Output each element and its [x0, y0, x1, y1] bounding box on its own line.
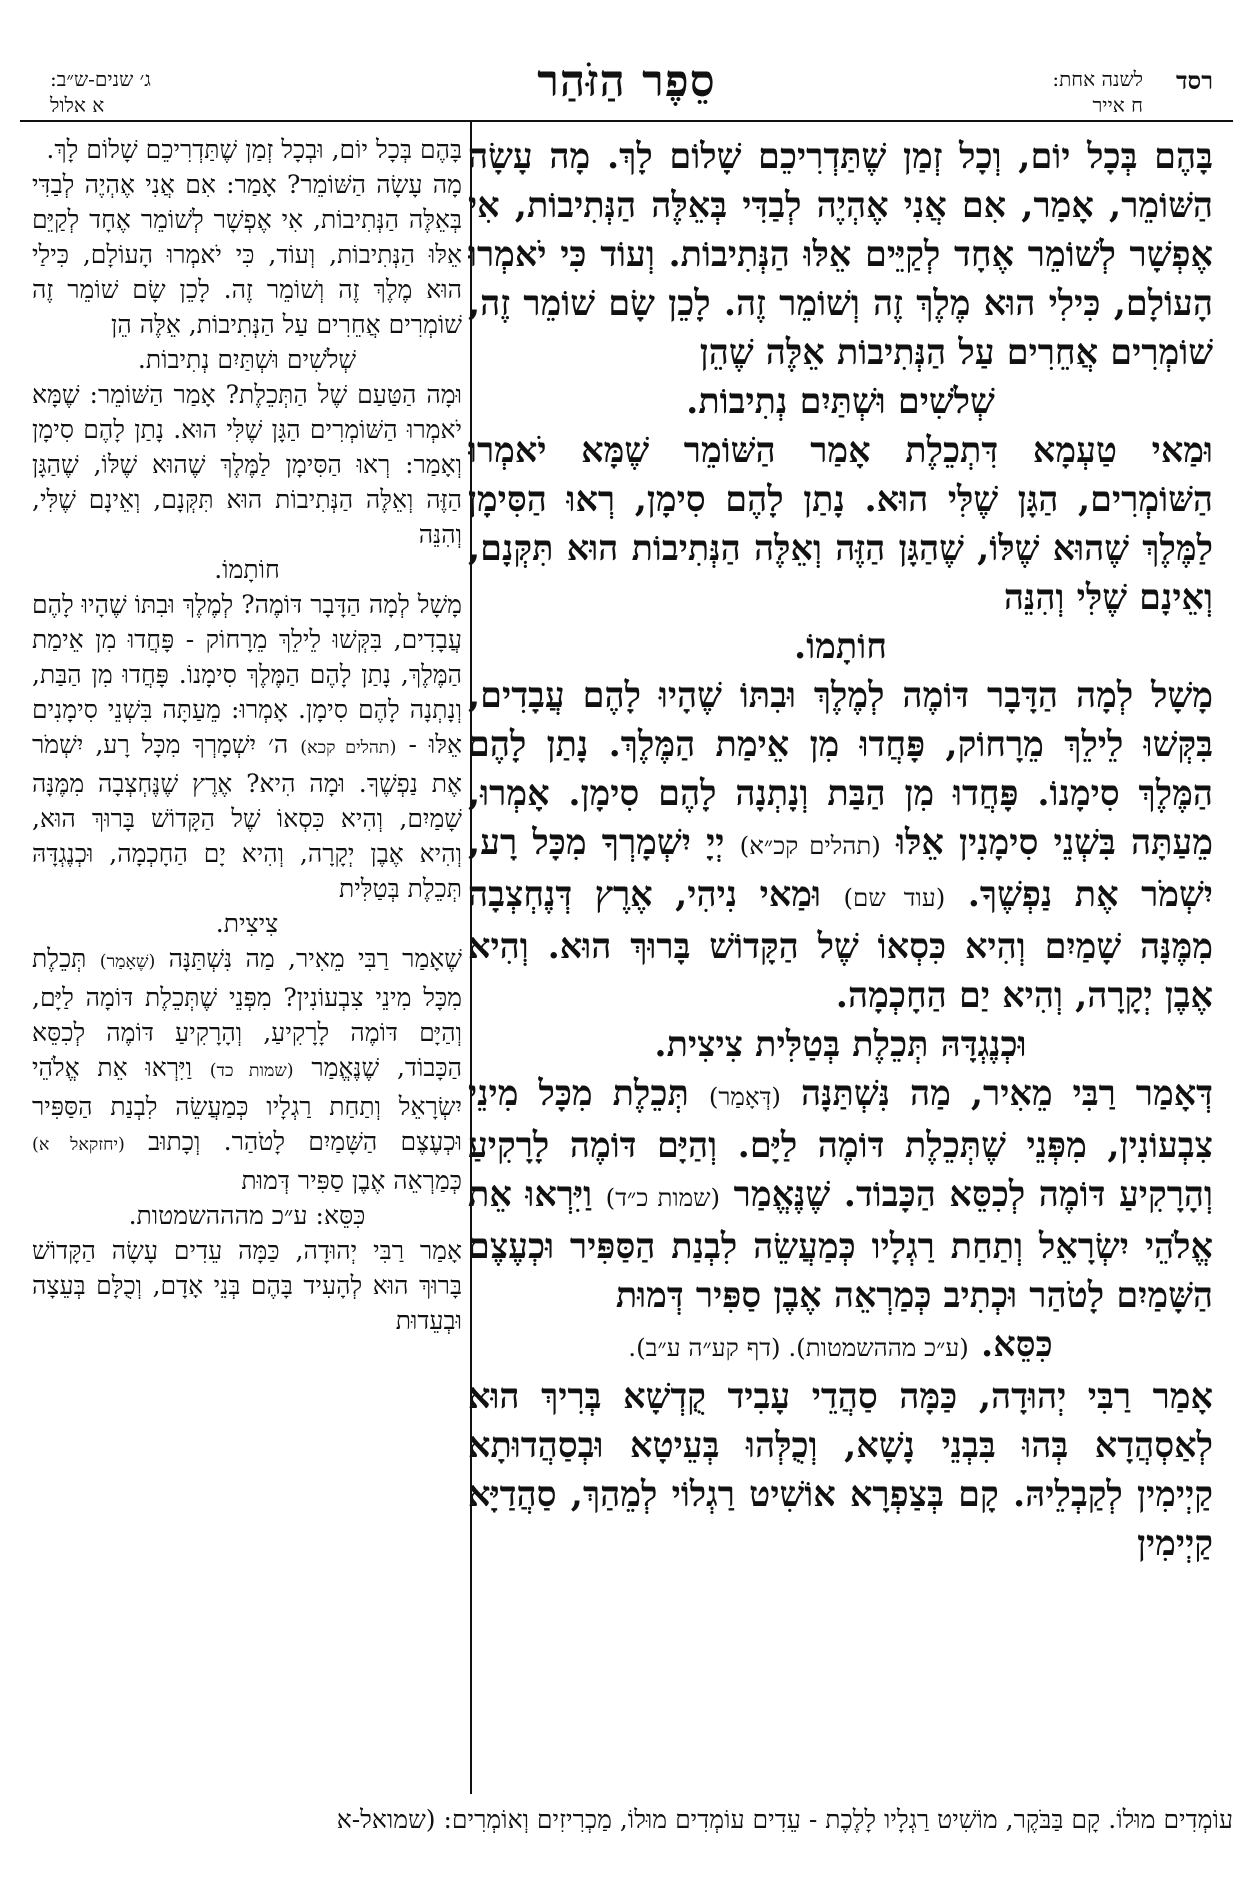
main-paragraph-5: אָמַר רַבִּי יְהוּדָה, כַּמָּה סַהֲדֵי עָבִיד קֻדְשָׁא בְּרִיךְ הוּא לְאַסְהֲדָא בְּהוּ בִּבְנֵי נָשָׁא, וְכֻלְּהוּ בְּעֵיטָא וּבְסַהֲדוּתָא קַיְימִין לְקַבְלֵיהּ. קָם בְּצַפְרָא אוֹשִׁיט רַגְלוֹי לְמֵהַךְ, סַהֲדַיָּא קַיְימִין [468, 1376, 1213, 1564]
source-ref: (יחזקאל א) [32, 1135, 125, 1155]
side-paragraph-1: בָּהֶם בְּכָל יוֹם, וּבְכָל זְמַן שֶׁתַּדְרִיכֵם שָׁלוֹם לָךְ. [46, 135, 462, 164]
header-schedule-right-line2: ח אייר [1092, 93, 1143, 117]
side-paragraph-3: וּמָה הַטַּעַם שֶׁל הַתְּכֵלֶת? אָמַר הַשּׁוֹמֵר: שֶׁמָּא יֹאמְרוּ הַשּׁוֹמְרִים הַגָּן שֶׁלִּי הוּא. נָתַן לָהֶם סִימָן וְאָמַר: רְאוּ הַסִּימָן לַמֶּלֶךְ שֶׁהוּא שֶׁלּוֹ, שֶׁהַגָּן הַזֶּה וְאֵלֶּה הַנְּתִיבוֹת הוּא תִּקְּנָם, וְאֵינָם שֶׁלִּי, וְהִנֵּה [32, 380, 462, 549]
side-paragraph-2-end: שְׁלֹשִׁים וּשְׁתַּיִם נְתִיבוֹת. [137, 345, 357, 374]
source-ref: (עוד שם) [843, 883, 946, 912]
source-note: (ע״כ מההשמטות). (דף קע״ה ע״ב). [628, 1333, 969, 1362]
side-paragraph-6: אָמַר רַבִּי יְהוּדָה, כַּמָּה עֵדִים עָשָׂה הַקָּדוֹשׁ בָּרוּךְ הוּא לְהָעִיד בָּהֶם בְּנֵי אָדָם, וְכֻלָּם בְּעֵצָה וּבְעֵדוּת [32, 1236, 462, 1335]
main-paragraph-3: מָשָׁל לְמָה הַדָּבָר דּוֹמֶה לְמֶלֶךְ וּבִתּוֹ שֶׁהָיוּ לָהֶם עֲבָדִים, בִּקְּשׁוּ לֵילֵךְ מֵרָחוֹק, פָּחֲדוּ מִן אֵימַת הַמֶּלֶךְ. נָתַן לָהֶם הַמֶּלֶךְ סִימָנוֹ. פָּחֲדוּ מִן הַבַּת וְנָתְנָה לָהֶם סִימָן. אָמְרוּ, מֵעַתָּה בִּשְׁנֵי סִימָנִין אֵלּוּ (תהלים קכ״א) יְיָ יִשְׁמָרְךָ מִכָּל רָע, יִשְׁמֹר אֶת נַפְשֶׁךָ. (עוד שם) וּמַאי נִיהִי, אֶרֶץ דְּנֶחְצְבָה מִמֶּנָּה שָׁמַיִם וְהִיא כִּסְאוֹ שֶׁל הַקָּדוֹשׁ בָּרוּךְ הוּא. וְהִיא אֶבֶן יְקָרָה, וְהִיא יַם הַחָכְמָה. [468, 675, 1213, 1016]
main-paragraph-2: וּמַאי טַעְמָא דִּתְכֵלֶת אָמַר הַשּׁוֹמֵר שֶׁמָּא יֹאמְרוּ הַשּׁוֹמְרִים, הַגָּן שֶׁלִּי הוּא. נָתַן לָהֶם סִימָן, רְאוּ הַסִּימָן לַמֶּלֶךְ שֶׁהוּא שֶׁלּוֹ, שֶׁהַגָּן הַזֶּה וְאֵלֶּה הַנְּתִיבוֹת הוּא תִּקְּנָם, וְאֵינָם שֶׁלִּי וְהִנֵּה [468, 430, 1213, 618]
source-ref: (שמות כד) [209, 1061, 294, 1081]
side-paragraph-5-end: כִּסֵּא: ע״כ מהההשמטות. [128, 1201, 366, 1230]
main-paragraph-4-end: כִּסֵּא. (ע״כ מההשמטות). (דף קע״ה ע״ב). [628, 1324, 1053, 1365]
source-ref: (שמות כ״ד) [605, 1183, 721, 1212]
main-paragraph-4: דְּאָמַר רַבִּי מֵאִיר, מַה נִּשְׁתַּנָּה (דְּאָמַר) תְּכֵלֶת מִכָּל מִינֵי צִבְעוֹנִין, מִפְּנֵי שֶׁתְּכֵלֶת דּוֹמֶה לַיָּם. וְהַיָּם דּוֹמֶה לָרָקִיעַ וְהָרָקִיעַ דּוֹמֶה לְכִסֵּא הַכָּבוֹד. שֶׁנֶּאֱמַר (שמות כ״ד) וַיִּרְאוּ אֵת אֱלֹהֵי יִשְׂרָאֵל וְתַחַת רַגְלָיו כְּמַעֲשֵׂה לִבְנַת הַסַּפִּיר וּכְעֶצֶם הַשָּׁמַיִם לָטֹהַר וּכְתִיב כְּמַרְאֵה אֶבֶן סַפִּיר דְּמוּת [468, 1073, 1213, 1316]
footer-continuation: עוֹמְדִים מוּלוֹ. קָם בַּבֹּקֶר, מוֹשִׁיט רַגְלָיו לָלֶכֶת - עֵדִים עוֹמְדִים מוּלוֹ, מַכְרִיזִים וְאוֹמְרִים: (שמואל-א [336, 1805, 1233, 1834]
main-paragraph-1-end: שְׁלֹשִׁים וּשְׁתַּיִם נְתִיבוֹת. [686, 381, 995, 422]
main-paragraph-1: בָּהֶם בְּכָל יוֹם, וְכָל זְמַן שֶׁתַּדְרִיכֵם שָׁלוֹם לָךְ. מָה עָשָׂה הַשּׁוֹמֵר, אָמַר, אִם אֲנִי אֶהְיֶה לְבַדִּי בְּאֵלֶּה הַנְּתִיבוֹת, אִי אֶפְשָׁר לְשׁוֹמֵר אֶחָד לְקַיֵּים אֵלּוּ הַנְּתִיבוֹת. וְעוֹד כִּי יֹאמְרוּ הָעוֹלָם, כִּילִי הוּא מֶלֶךְ זֶה וְשׁוֹמֵר זֶה. לָכֵן שָׂם שׁוֹמֵר זֶה, שׁוֹמְרִים אֲחֵרִים עַל הַנְּתִיבוֹת אֵלֶּה שֶׁהֵן [468, 136, 1213, 373]
source-ref: (תהלים קכ״א) [739, 831, 881, 860]
header-schedule-left-line2: א אלול [50, 93, 105, 117]
page-number: רסד [1176, 66, 1213, 95]
header-schedule-right-line1: לשנה אחת: [1052, 67, 1143, 91]
side-paragraph-3-end: חוֹתָמוֹ. [214, 555, 280, 584]
source-ref: (דְּאָמַר) [708, 1082, 781, 1111]
header-rule [20, 120, 1233, 122]
side-paragraph-2: מָה עָשָׂה הַשּׁוֹמֵר? אָמַר: אִם אֲנִי אֶהְיֶה לְבַדִּי בְּאֵלֶּה הַנְּתִיבוֹת, אִי אֶפְשָׁר לְשׁוֹמֵר אֶחָד לְקַיֵּם אֵלּוּ הַנְּתִיבוֹת, וְעוֹד, כִּי יֹאמְרוּ הָעוֹלָם, כִּילַי הוּא מֶלֶךְ זֶה וְשׁוֹמֵר זֶה. לָכֵן שָׂם שׁוֹמֵר זֶה שׁוֹמְרִים אֲחֵרִים עַל הַנְּתִיבוֹת, אֵלֶּה הֵן [32, 170, 462, 339]
source-ref: (תהלים קכא) [300, 738, 397, 758]
main-paragraph-2-end: חוֹתָמוֹ. [794, 626, 887, 667]
source-ref: (שֶׁאָמַר) [99, 952, 156, 972]
book-title: סֵפֶר הַזֹּהַר [537, 56, 716, 107]
main-text-column [468, 132, 1213, 1792]
translation-column [32, 132, 462, 1792]
side-paragraph-4-end: צִיצִית. [215, 909, 279, 938]
side-paragraph-5: שֶׁאָמַר רַבִּי מֵאִיר, מַה נִּשְׁתַּנָּה (שֶׁאָמַר) תְּכֵלֶת מִכָּל מִינֵי צִבְעוֹנִין? מִפְּנֵי שֶׁתְּכֵלֶת דּוֹמָה לַיָּם, וְהַיָּם דּוֹמֶה לָרָקִיעַ, וְהָרָקִיעַ דּוֹמֶה לְכִסֵּא הַכָּבוֹד, שֶׁנֶּאֱמַר (שמות כד) וַיִּרְאוּ אֵת אֱלֹהֵי יִשְׂרָאֵל וְתַחַת רַגְלָיו כְּמַעֲשֵׂה לִבְנַת הַסַּפִּיר וּכְעֶצֶם הַשָּׁמַיִם לָטֹהַר. וְכָתוּב (יחזקאל א) כְּמַרְאֵה אֶבֶן סַפִּיר דְּמוּת [32, 944, 462, 1195]
header-schedule-left-line1: ג׳ שנים-ש״ב: [50, 67, 151, 91]
main-paragraph-3-end: וּכְנֶגְדָּהּ תְּכֵלֶת בְּטַלִּית צִיצִית. [654, 1024, 1027, 1065]
header-schedule-left [50, 66, 151, 118]
side-paragraph-4: מָשָׁל לְמָה הַדָּבָר דּוֹמֶה? לְמֶלֶךְ וּבִתּוֹ שֶׁהָיוּ לָהֶם עֲבָדִים, בִּקְּשׁוּ לֵילֵךְ מֵרָחוֹק - פָּחֲדוּ מִן אֵימַת הַמֶּלֶךְ, נָתַן לָהֶם הַמֶּלֶךְ סִימָנוֹ. פָּחֲדוּ מִן הַבַּת, וְנָתְנָה לָהֶם סִימָן. אָמְרוּ: מֵעַתָּה בִּשְׁנֵי סִימָנִים אֵלּוּ - (תהלים קכא) ה׳ יִשְׁמָרְךָ מִכָּל רָע, יִשְׁמֹר אֶת נַפְשֶׁךָ. וּמָה הִיא? אֶרֶץ שֶׁנֶּחְצְבָה מִמֶּנָּה שָׁמַיִם, וְהִיא כִּסְאוֹ שֶׁל הַקָּדוֹשׁ בָּרוּךְ הוּא, וְהִיא אֶבֶן יְקָרָה, וְהִיא יָם הַחָכְמָה, וּכְנֶגְדָּהּ תְּכֵלֶת בְּטַלִּית [32, 590, 462, 903]
